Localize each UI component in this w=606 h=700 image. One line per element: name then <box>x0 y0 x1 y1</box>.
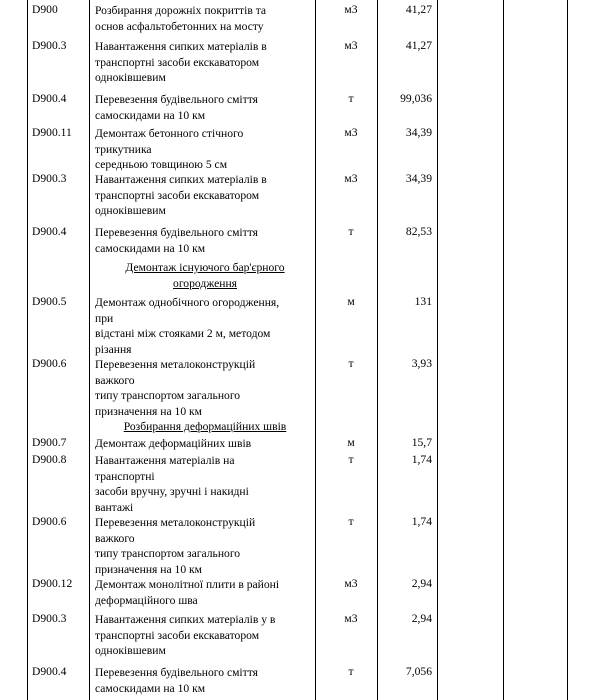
quantity: 41,27 <box>405 3 432 16</box>
description-line: Навантаження сипких матеріалів в <box>95 40 267 53</box>
quantity: 3,93 <box>411 357 432 370</box>
description-line: Навантаження сипких матеріалів в <box>95 173 267 186</box>
quantity: 1,74 <box>411 453 432 466</box>
quantity: 7,056 <box>405 665 432 678</box>
description-line: самоскидами на 10 км <box>95 108 206 122</box>
item-code: D900.6 <box>32 515 67 528</box>
description-line: самоскидами на 10 км <box>95 681 206 695</box>
quantity: 34,39 <box>405 172 432 185</box>
work-description <box>95 126 315 173</box>
item-code: D900.4 <box>32 92 67 105</box>
description-line: трикутника <box>95 142 152 156</box>
unit: м3 <box>344 172 358 185</box>
section-heading <box>95 419 315 435</box>
column-divider <box>503 0 504 700</box>
section-heading-line: Демонтаж існуючого бар'єрного <box>125 261 285 274</box>
description-line: Демонтаж монолітної плити в районі <box>95 578 280 591</box>
description-line: одноківшевим <box>95 644 166 657</box>
column-divider <box>567 0 568 700</box>
work-description <box>95 225 315 256</box>
quantity: 41,27 <box>405 39 432 52</box>
work-description <box>95 436 315 452</box>
description-line: важкого <box>95 373 135 387</box>
description-line: типу транспортом загального <box>95 547 241 560</box>
description-line: Навантаження матеріалів на <box>95 454 235 467</box>
description-line: вантажі <box>95 500 134 514</box>
unit: т <box>348 453 354 466</box>
unit: м <box>347 295 355 308</box>
quantity: 15,7 <box>411 436 432 449</box>
item-code: D900.12 <box>32 577 73 590</box>
column-divider <box>377 0 378 700</box>
description-line: важкого <box>95 531 135 545</box>
description-line: Перевезення будівельного сміття <box>95 93 258 106</box>
item-code: D900.3 <box>32 172 67 185</box>
unit: м3 <box>344 39 358 52</box>
description-line: Навантаження сипких матеріалів у в <box>95 613 276 626</box>
description-line: середньою товщиною 5 см <box>95 158 228 171</box>
item-code: D900.3 <box>32 39 67 52</box>
description-line: транспортні засоби екскаватором <box>95 188 260 202</box>
work-description <box>95 665 315 696</box>
unit: м3 <box>344 126 358 139</box>
description-line: одноківшевим <box>95 204 166 217</box>
item-code: D900.8 <box>32 453 67 466</box>
description-line: Перевезення металоконструкцій <box>95 516 256 529</box>
quantity: 131 <box>414 295 432 308</box>
column-divider <box>89 0 90 700</box>
quantity: 34,39 <box>405 126 432 139</box>
unit: т <box>348 92 354 105</box>
description-line: відстані між стояками 2 м, методом <box>95 327 271 340</box>
work-description <box>95 172 315 219</box>
work-description <box>95 39 315 86</box>
description-line: одноківшевим <box>95 71 166 84</box>
unit: м3 <box>344 612 358 625</box>
unit: т <box>348 357 354 370</box>
description-line: транспортні <box>95 469 155 483</box>
description-line: деформаційного шва <box>95 593 198 607</box>
description-line: Розбирання дорожніх покриттів та <box>95 4 267 17</box>
unit: м3 <box>344 577 358 590</box>
description-line: транспортні засоби екскаватором <box>95 55 260 69</box>
description-line: транспортні засоби екскаватором <box>95 628 260 642</box>
column-divider <box>437 0 438 700</box>
work-description <box>95 3 315 34</box>
work-description <box>95 577 315 608</box>
item-code: D900.5 <box>32 295 67 308</box>
work-description <box>95 612 315 659</box>
description-line: Перевезення будівельного сміття <box>95 666 258 679</box>
description-line: засоби вручну, зручні і накидні <box>95 485 249 498</box>
unit: м3 <box>344 3 358 16</box>
description-line: Демонтаж бетонного стічного <box>95 127 244 140</box>
item-code: D900 <box>32 3 58 16</box>
work-description <box>95 357 315 419</box>
quantity: 99,036 <box>400 92 432 105</box>
quantity: 2,94 <box>411 612 432 625</box>
item-code: D900.4 <box>32 225 67 238</box>
description-line: основ асфальтобетонних на мосту <box>95 19 264 33</box>
quantity: 2,94 <box>411 577 432 590</box>
work-description <box>95 515 315 577</box>
column-divider <box>27 0 28 700</box>
unit: т <box>348 225 354 238</box>
unit: т <box>348 665 354 678</box>
item-code: D900.7 <box>32 436 67 449</box>
description-line: при <box>95 311 114 325</box>
unit: т <box>348 515 354 528</box>
column-divider <box>315 0 316 700</box>
item-code: D900.11 <box>32 126 72 139</box>
quantity: 1,74 <box>411 515 432 528</box>
quantity: 82,53 <box>405 225 432 238</box>
section-heading-line: огородження <box>173 276 237 290</box>
description-line: різання <box>95 342 132 356</box>
section-heading-line: Розбирання деформаційних швів <box>123 420 287 433</box>
unit: м <box>347 436 355 449</box>
item-code: D900.6 <box>32 357 67 370</box>
work-description <box>95 92 315 123</box>
description-line: самоскидами на 10 км <box>95 241 206 255</box>
description-line: типу транспортом загального <box>95 389 241 402</box>
item-code: D900.4 <box>32 665 67 678</box>
description-line: призначення на 10 км <box>95 562 202 576</box>
description-line: призначення на 10 км <box>95 404 202 418</box>
description-line: Демонтаж деформаційних швів <box>95 437 252 450</box>
description-line: Демонтаж однобічного огородження, <box>95 296 280 309</box>
description-line: Перевезення будівельного сміття <box>95 226 258 239</box>
description-line: Перевезення металоконструкцій <box>95 358 256 371</box>
work-description <box>95 453 315 515</box>
section-heading <box>95 260 315 291</box>
item-code: D900.3 <box>32 612 67 625</box>
work-description <box>95 295 315 357</box>
